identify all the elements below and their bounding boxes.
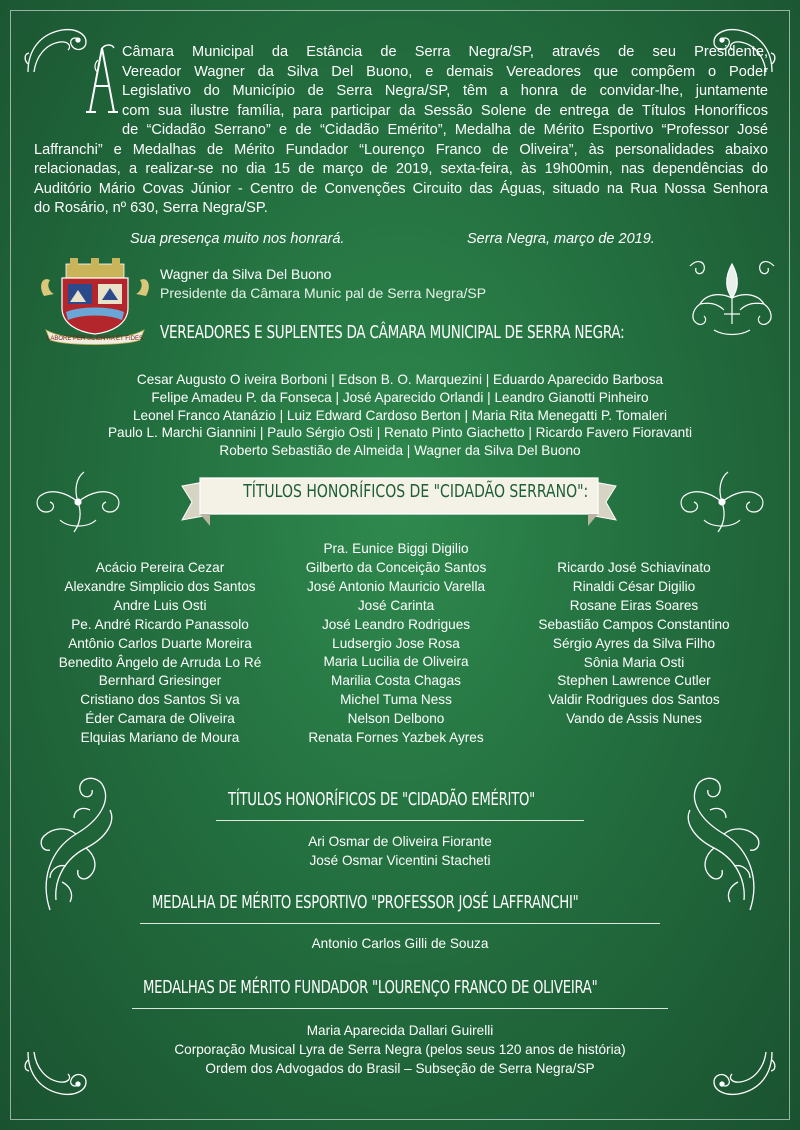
emerito-list: [100, 832, 700, 870]
list-item: Maria Lucilia de Oliveira: [323, 654, 469, 670]
serrano-heading: TÍTULOS HONORÍFICOS DE "CIDADÃO SERRANO":: [243, 482, 589, 502]
list-item: Alexandre Simplicio dos Santos: [64, 578, 256, 594]
list-item: Ricardo José Schiavinato: [557, 560, 711, 575]
crest-motto: LABORE PER SCIENTIA ET FIDES: [47, 336, 143, 342]
list-item: Sônia Maria Osti: [583, 654, 685, 670]
list-item: Corporação Musical Lyra de Serra Negra (pelos seus 120 anos de história): [174, 1042, 626, 1057]
flourish-ornament-icon: [674, 462, 770, 540]
city-crest-icon: [36, 256, 154, 346]
intro-line: Vereador Wagner da Silva Del Buono, e demais Vereadores que compõem o Poder: [122, 63, 768, 80]
flourish-ornament-icon: [20, 1044, 94, 1104]
list-item: Cristiano dos Santos Si va: [80, 692, 240, 708]
vereadores-heading: VEREADORES E SUPLENTES DA CÂMARA MUNICIPAL DE SERRA NEGRA:: [160, 323, 625, 343]
list-item: Rosane Eiras Soares: [569, 597, 699, 613]
flourish-ornament-icon: [30, 462, 126, 540]
list-item: Cesar Augusto O iveira Borboni | Edson B. O. Marquezini | Eduardo Aparecido Barbosa: [136, 372, 664, 387]
list-item: Pe. André Ricardo Panassolo: [71, 616, 249, 632]
list-item: José Leandro Rodrigues: [321, 616, 471, 632]
list-item: Paulo L. Marchi Giannini | Paulo Sérgio Osti | Renato Pinto Giachetto | Ricardo Favero Fioravanti: [107, 425, 693, 441]
list-item: José Carinta: [357, 597, 435, 613]
list-item: Vando de Assis Nunes: [566, 711, 702, 727]
list-item: Gilberto da Conceição Santos: [305, 559, 487, 575]
list-item: Ludsergio Jose Rosa: [332, 635, 460, 651]
divider: [216, 820, 584, 821]
intro-line: Auditório Mário Covas Júnior - Centro de Convenções Circuito das Águas, situado na Rua Nossa Senhora: [34, 180, 768, 197]
list-item: Antônio Carlos Duarte Moreira: [68, 635, 252, 651]
list-item: Pra. Eunice Biggi Digilio: [323, 541, 469, 556]
list-item: Felipe Amadeu P. da Fonseca | José Aparecido Orlandi | Leandro Gianotti Pinheiro: [151, 389, 649, 405]
intro-paragraph: [34, 43, 768, 219]
list-item: Stephen Lawrence Cutler: [557, 673, 711, 689]
intro-line: relacionadas, a realizar-se no dia 15 de março de 2019, sexta-feira, às 19h00min, nas dependências do: [34, 161, 768, 177]
presence-line: Sua presença muito nos honrará.: [130, 231, 345, 247]
list-item: Maria Aparecida Dallari Guirelli: [306, 1023, 494, 1038]
list-item: Bernhard Griesinger: [98, 673, 222, 689]
list-item: Elquias Mariano de Moura: [80, 730, 240, 746]
list-item: Sérgio Ayres da Silva Filho: [552, 635, 716, 651]
list-item: Antonio Carlos Gilli de Souza: [311, 936, 489, 951]
list-item: José Antonio Mauricio Varella: [306, 578, 486, 594]
list-item: Leonel Franco Atanázio | Luiz Edward Cardoso Berton | Maria Rita Menegatti P. Tomaleri: [133, 407, 667, 423]
emerito-heading: TÍTULOS HONORÍFICOS DE "CIDADÃO EMÉRITO": [228, 790, 536, 810]
fleur-de-lis-icon: [684, 254, 780, 338]
intro-line: de “Cidadão Serrano” e de “Cidadão Emérito”, Medalha de Mérito Esportivo “Professor José: [122, 122, 768, 138]
intro-line: Câmara Municipal da Estância de Serra Negra/SP, através de seu Presidente,: [122, 44, 768, 60]
flourish-ornament-icon: [706, 1044, 780, 1104]
intro-line: com sua ilustre família, para participar da Sessão Solene de entrega de Títulos Honoríficos: [122, 102, 768, 119]
fundador-list: [100, 1021, 700, 1078]
list-item: Éder Camara de Oliveira: [85, 711, 235, 727]
list-item: Ordem dos Advogados do Brasil – Subseção de Serra Negra/SP: [205, 1061, 595, 1076]
president-name: Wagner da Silva Del Buono: [160, 266, 332, 282]
intro-line: Laffranchi” e Medalhas de Mérito Fundador “Lourenço Franco de Oliveira”, às personalidades abaixo: [34, 141, 768, 158]
list-item: Benedito Ângelo de Arruda Lo Ré: [58, 654, 262, 670]
list-item: Rinaldi César Digilio: [572, 578, 696, 594]
list-item: Sebastião Campos Constantino: [538, 616, 730, 632]
serrano-column-3: [494, 559, 774, 729]
vereadores-list: [40, 371, 760, 460]
list-item: Nelson Delbono: [347, 711, 445, 727]
list-item: Renata Fornes Yazbek Ayres: [308, 730, 484, 746]
divider: [132, 1008, 668, 1009]
place-date: Serra Negra, março de 2019.: [467, 231, 655, 247]
intro-line: Legislativo do Município de Serra Negra/SP, têm a honra de convidar-lhe, juntamente: [122, 83, 768, 99]
president-title: Presidente da Câmara Munic pal de Serra Negra/SP: [160, 285, 487, 301]
list-item: Roberto Sebastião de Almeida | Wagner da Silva Del Buono: [219, 443, 581, 459]
list-item: Ari Osmar de Oliveira Fiorante: [308, 834, 492, 849]
list-item: Andre Luis Osti: [113, 597, 207, 613]
esportivo-list: [100, 934, 700, 953]
fundador-heading: MEDALHAS DE MÉRITO FUNDADOR "LOURENÇO FRANCO DE OLIVEIRA": [143, 978, 598, 998]
divider: [140, 923, 660, 924]
list-item: Acácio Pereira Cezar: [95, 560, 225, 575]
list-item: Marilia Costa Chagas: [331, 673, 461, 689]
intro-line: do Rosário, nº 630, Serra Negra/SP.: [34, 200, 268, 216]
list-item: Michel Tuma Ness: [340, 692, 452, 708]
esportivo-heading: MEDALHA DE MÉRITO ESPORTIVO "PROFESSOR JOSÉ LAFFRANCHI": [152, 893, 579, 913]
list-item: José Osmar Vicentini Stacheti: [309, 853, 491, 868]
list-item: Valdir Rodrigues dos Santos: [548, 692, 720, 708]
